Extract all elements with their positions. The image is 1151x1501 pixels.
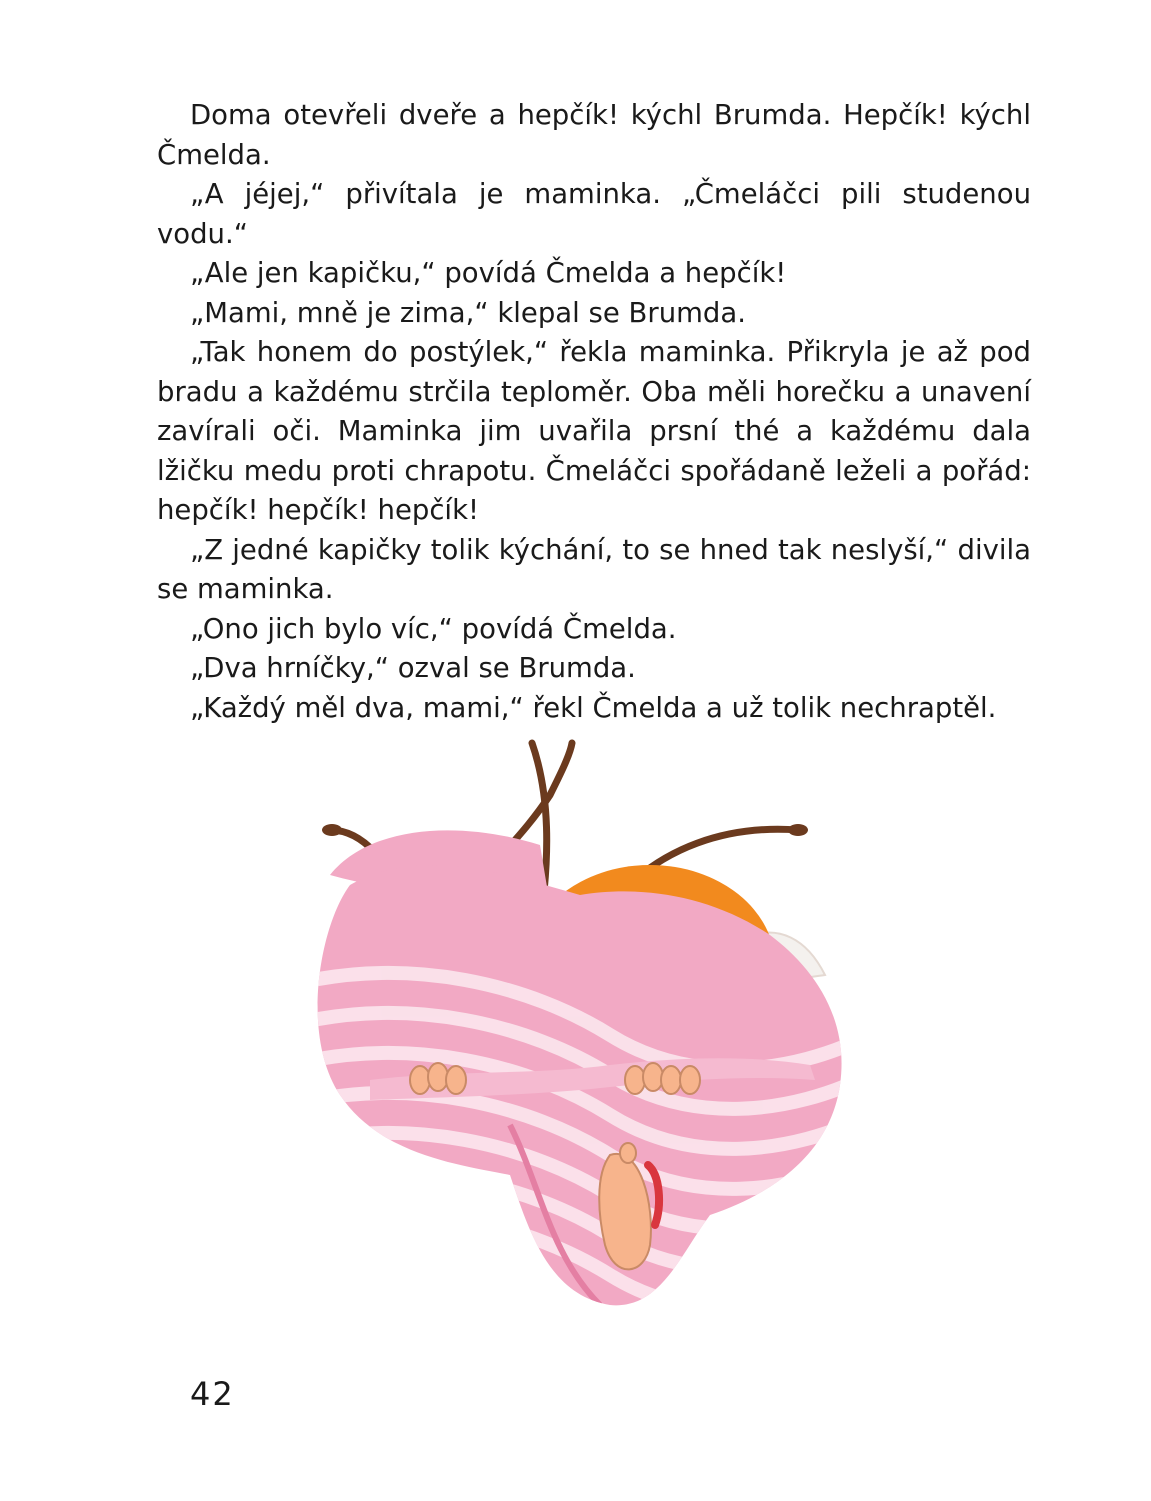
paragraph-6: „Z jedné kapičky tolik kýchání, to se hned tak neslyší,“ divila se maminka. <box>157 533 1031 605</box>
paragraph-3: „Ale jen kapičku,“ povídá Čmelda a hepčík! <box>190 257 787 289</box>
page-number: 42 <box>190 1375 235 1413</box>
paragraph-4: „Mami, mně je zima,“ klepal se Brumda. <box>190 296 746 329</box>
bumblebees-in-blanket-illustration <box>310 735 850 1315</box>
paragraph-7: „Ono jich bylo víc,“ povídá Čmelda. <box>190 612 677 645</box>
paragraph-1: Doma otevřeli dveře a hepčík! kýchl Brumda. Hepčík! kýchl Čmelda. <box>157 99 1031 171</box>
story-text <box>157 96 1031 728</box>
paragraph-8: „Dva hrníčky,“ ozval se Brumda. <box>190 652 636 684</box>
paragraph-2: „A jéjej,“ přivítala je maminka. „Čmeláčci pili studenou vodu.“ <box>157 178 1031 250</box>
paragraph-9: „Každý měl dva, mami,“ řekl Čmelda a už tolik nechraptěl. <box>190 691 997 724</box>
paragraph-5: „Tak honem do postýlek,“ řekla maminka. Přikryla je až pod bradu a každému strčila teploměr. Oba měli horečku a unavení zavírali oči. Maminka jim uvařila prsní thé a každému dala lžičku medu proti chrapotu. Čmeláčci spořádaně leželi a pořád: hepčík! hepčík! hepčík! <box>157 336 1031 526</box>
